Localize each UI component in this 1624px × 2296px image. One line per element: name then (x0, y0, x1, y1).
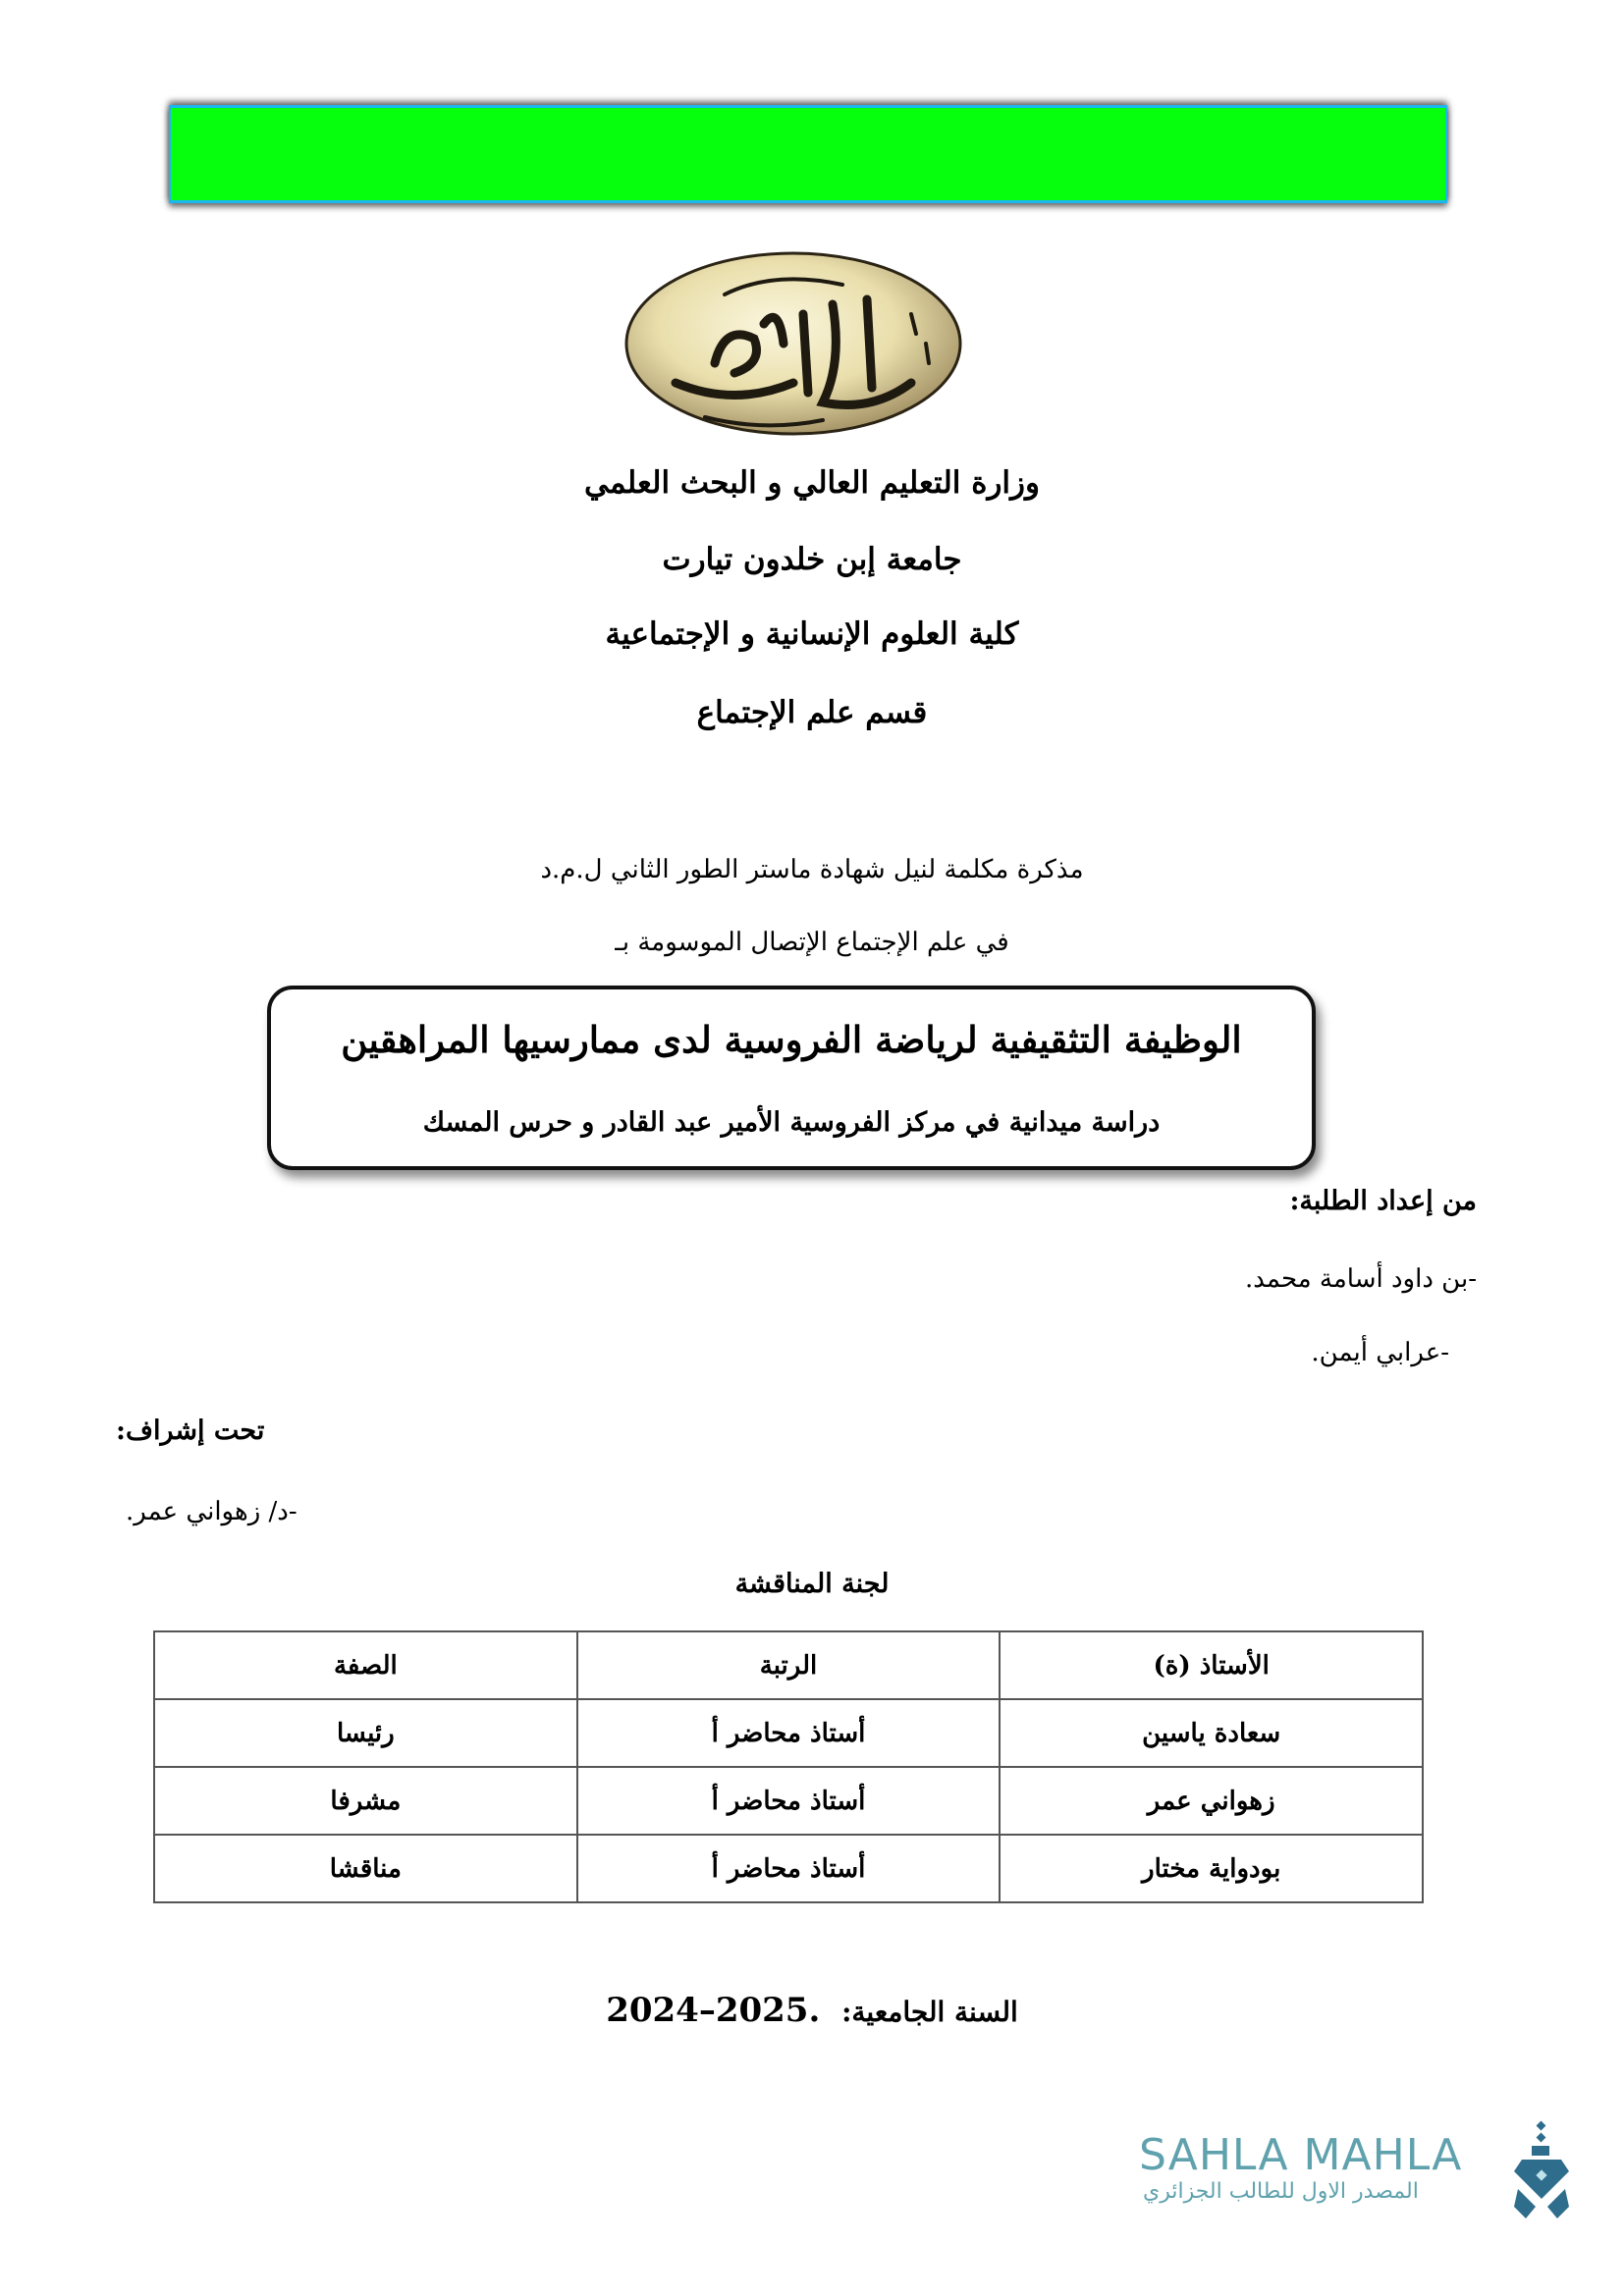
academic-year (0, 1991, 1624, 2032)
column-header-professor: الأستاذ (ة) (1000, 1631, 1423, 1699)
academic-year-label: السنة الجامعية: (841, 1996, 1018, 2028)
professor-name: سعادة ياسين (1000, 1699, 1423, 1767)
committee-title: لجنة المناقشة (734, 1569, 890, 1599)
thesis-subtitle: دراسة ميدانية في مركز الفروسية الأمير عبد القادر و حرس المسك (422, 1107, 1161, 1138)
professor-rank: أستاذ محاضر أ (577, 1699, 1001, 1767)
student-name: -عرابي أيمن. (1311, 1338, 1449, 1367)
supervision-label: تحت إشراف: (116, 1415, 265, 1446)
faculty-name: كلية العلوم الإنسانية و الإجتماعية (605, 616, 1019, 652)
watermark-brand: SAHLA MAHLA (1139, 2130, 1463, 2180)
academic-year-value: 2024–2025. (606, 1991, 821, 2030)
supervisor-name: -د/ زهواني عمر. (126, 1497, 298, 1526)
committee-role: رئيسا (154, 1699, 577, 1767)
table-row (154, 1699, 1423, 1767)
university-logo (617, 245, 970, 442)
committee-role: مشرفا (154, 1767, 577, 1835)
sahla-mahla-watermark (1139, 2130, 1571, 2228)
university-calligraphy-logo-icon (617, 245, 970, 442)
prepared-by-label: من إعداد الطلبة: (1289, 1186, 1477, 1216)
watermark-tagline: المصدر الاول للطالب الجزائري (1143, 2179, 1419, 2204)
committee-role: مناقشا (154, 1835, 577, 1902)
sahla-mahla-logo-icon (1512, 2120, 1571, 2228)
table-row (154, 1835, 1423, 1902)
committee-table (153, 1630, 1424, 1903)
thesis-title: الوظيفة التثقيفية لرياضة الفروسية لدى ممارسيها المراهقين (341, 1018, 1242, 1061)
ministry-name: وزارة التعليم العالي و البحث العلمي (584, 465, 1040, 501)
student-name: -بن داود أسامة محمد. (1245, 1264, 1477, 1294)
table-header-row (154, 1631, 1423, 1699)
green-header-banner (169, 105, 1447, 203)
column-header-rank: الرتبة (577, 1631, 1001, 1699)
degree-description: مذكرة مكلمة لنيل شهادة ماستر الطور الثاني ل.م.د (540, 855, 1084, 884)
field-description: في علم الإجتماع الإتصال الموسومة بـ (615, 928, 1009, 957)
column-header-role: الصفة (154, 1631, 577, 1699)
thesis-title-box (267, 986, 1316, 1170)
professor-name: بودواية مختار (1000, 1835, 1423, 1902)
professor-name: زهواني عمر (1000, 1767, 1423, 1835)
university-name: جامعة إبن خلدون تيارت (662, 542, 962, 577)
table-row (154, 1767, 1423, 1835)
professor-rank: أستاذ محاضر أ (577, 1767, 1001, 1835)
professor-rank: أستاذ محاضر أ (577, 1835, 1001, 1902)
department-name: قسم علم الإجتماع (696, 695, 928, 730)
